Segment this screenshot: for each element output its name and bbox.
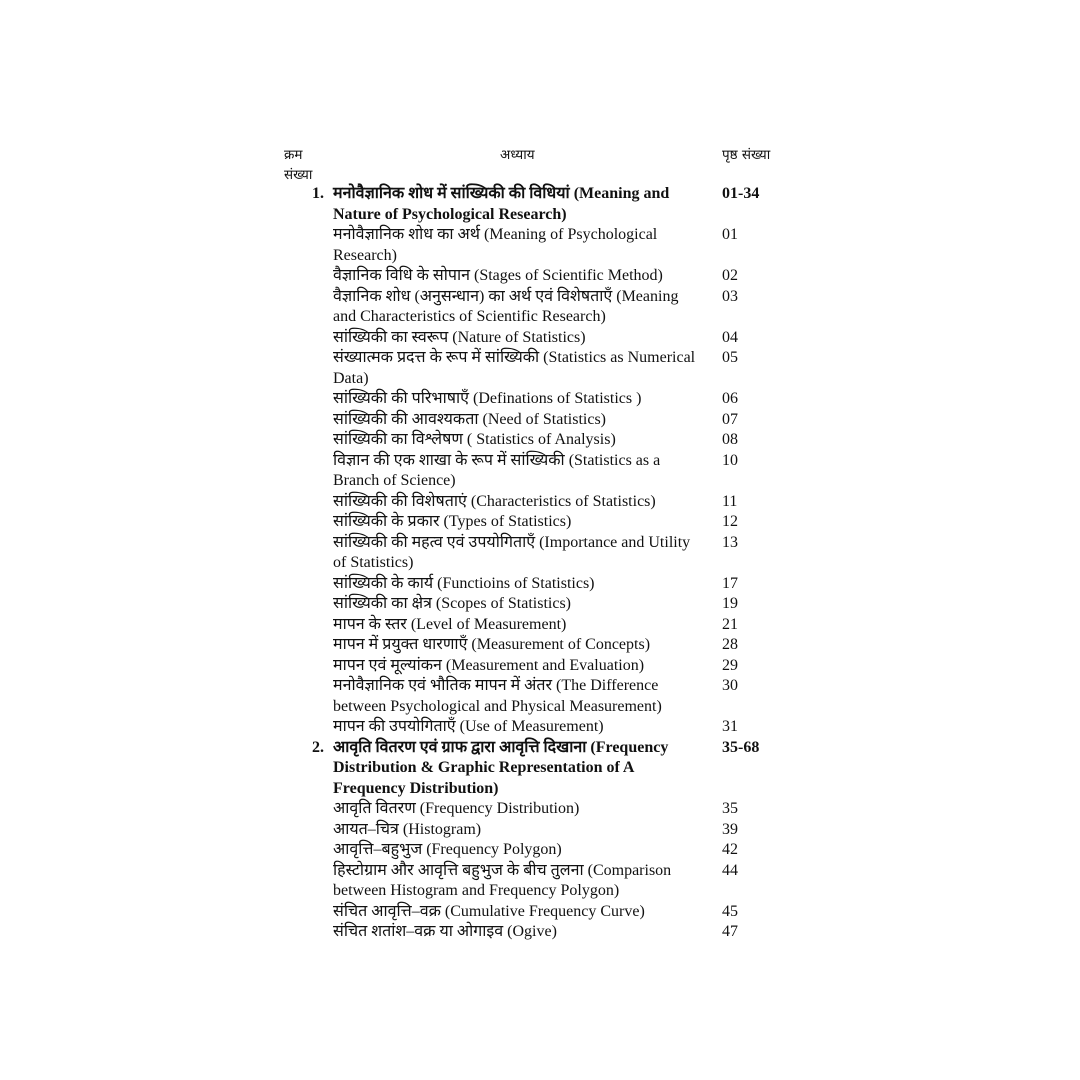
topic-title: सांख्यिकी की परिभाषाएँ (Definations of Statistics )	[333, 390, 642, 407]
toc-chapter-row	[0, 738, 1080, 800]
topic-title: मापन की उपयोगिताएँ (Use of Measurement)	[333, 718, 604, 735]
page-number: 47	[722, 923, 738, 940]
toc-item-row	[0, 410, 1080, 431]
page-number: 06	[722, 390, 738, 407]
toc-item-row	[0, 635, 1080, 656]
page-number: 05	[722, 349, 738, 366]
toc-item-row	[0, 533, 1080, 574]
page-number: 42	[722, 841, 738, 858]
topic-title: आवृत्ति–बहुभुज (Frequency Polygon)	[333, 841, 562, 858]
header-page-number: पृष्ठ संख्या	[722, 147, 771, 163]
topic-title: मापन के स्तर (Level of Measurement)	[333, 615, 567, 633]
page-number: 31	[722, 718, 738, 735]
toc-item-row	[0, 840, 1080, 861]
topic-title: मनोवैज्ञानिक शोध का अर्थ (Meaning of Psychological Research)	[333, 226, 658, 264]
page-number: 03	[722, 287, 738, 305]
page-number: 21	[722, 615, 738, 633]
toc-item-row	[0, 902, 1080, 923]
toc-item-row	[0, 328, 1080, 349]
chapter-title: मनोवैज्ञानिक शोध में सांख्यिकी की विधियां (Meaning and Nature of Psychological Research)	[333, 185, 670, 223]
toc-item-row	[0, 656, 1080, 677]
page-number: 39	[722, 820, 738, 838]
toc-item-row	[0, 574, 1080, 595]
toc-item-row	[0, 451, 1080, 492]
toc-item-row	[0, 287, 1080, 328]
toc-item-row	[0, 225, 1080, 266]
toc-item-row	[0, 820, 1080, 841]
toc-item-row	[0, 594, 1080, 615]
topic-title: सांख्यिकी की महत्व एवं उपयोगिताएँ (Importance and Utility of Statistics)	[333, 533, 691, 571]
page-number: 45	[722, 902, 738, 920]
toc-item-row	[0, 430, 1080, 451]
page-number: 28	[722, 636, 738, 653]
topic-title: संचित शतांश–वक्र या ओगाइव (Ogive)	[333, 923, 557, 940]
header-serial-number: क्रम संख्या	[284, 147, 313, 183]
page-number: 29	[722, 656, 738, 674]
page-number: 12	[722, 513, 738, 530]
topic-title: आयत–चित्र (Histogram)	[333, 820, 482, 838]
toc-item-row	[0, 512, 1080, 533]
page-number: 35-68	[722, 738, 760, 756]
topic-title: संख्यात्मक प्रदत्त के रूप में सांख्यिकी (Statistics as Numerical Data)	[333, 349, 696, 387]
page-number: 44	[722, 861, 738, 879]
chapter-number: 1.	[312, 185, 324, 202]
topic-title: विज्ञान की एक शाखा के रूप में सांख्यिकी (Statistics as a Branch of Science)	[333, 451, 661, 489]
chapter-title: आवृति वितरण एवं ग्राफ द्वारा आवृत्ति दिखाना (Frequency Distribution & Graphic Representation of A Frequency Distribution)	[333, 738, 669, 797]
topic-title: आवृति वितरण (Frequency Distribution)	[333, 800, 580, 817]
topic-title: सांख्यिकी की आवश्यकता (Need of Statistics)	[333, 410, 607, 428]
page-number: 13	[722, 533, 738, 551]
page-number: 19	[722, 595, 738, 612]
toc-item-row	[0, 799, 1080, 820]
toc-item-row	[0, 615, 1080, 636]
page-number: 04	[722, 328, 738, 346]
page-number: 02	[722, 267, 738, 284]
topic-title: सांख्यिकी की विशेषताएं (Characteristics of Statistics)	[333, 492, 656, 510]
toc-item-row	[0, 676, 1080, 717]
topic-title: सांख्यिकी के प्रकार (Types of Statistics)	[333, 513, 572, 530]
topic-title: वैज्ञानिक विधि के सोपान (Stages of Scientific Method)	[333, 267, 663, 284]
topic-title: मनोवैज्ञानिक एवं भौतिक मापन में अंतर (The Difference between Psychological and Physical Measurement)	[333, 677, 662, 715]
header-chapter: अध्याय	[500, 147, 535, 163]
toc-item-row	[0, 922, 1080, 943]
toc-item-row	[0, 492, 1080, 513]
topic-title: सांख्यिकी के कार्य (Functioins of Statistics)	[333, 574, 595, 592]
topic-title: संचित आवृत्ति–वक्र (Cumulative Frequency Curve)	[333, 902, 645, 920]
chapter-number: 2.	[312, 738, 324, 756]
toc-chapter-row	[0, 184, 1080, 225]
toc-item-row	[0, 389, 1080, 410]
toc-item-row	[0, 348, 1080, 389]
page-number: 08	[722, 431, 738, 448]
topic-title: मापन में प्रयुक्त धारणाएँ (Measurement of Concepts)	[333, 636, 651, 653]
page-number: 07	[722, 410, 738, 428]
page-number: 17	[722, 574, 738, 592]
topic-title: सांख्यिकी का स्वरूप (Nature of Statistics)	[333, 328, 586, 346]
toc-item-row	[0, 266, 1080, 287]
topic-title: सांख्यिकी का क्षेत्र (Scopes of Statistics)	[333, 595, 572, 612]
toc-item-row	[0, 717, 1080, 738]
toc-item-row	[0, 861, 1080, 902]
page-number: 01-34	[722, 185, 760, 202]
page-number: 30	[722, 677, 738, 694]
page-number: 01	[722, 226, 738, 243]
topic-title: मापन एवं मूल्यांकन (Measurement and Evaluation)	[333, 656, 645, 674]
page-number: 11	[722, 492, 738, 510]
page-number: 10	[722, 451, 738, 469]
page-number: 35	[722, 800, 738, 817]
topic-title: सांख्यिकी का विश्लेषण ( Statistics of Analysis)	[333, 431, 616, 448]
topic-title: वैज्ञानिक शोध (अनुसन्धान) का अर्थ एवं विशेषताएँ (Meaning and Characteristics of Scientific Research)	[333, 287, 679, 325]
topic-title: हिस्टोग्राम और आवृत्ति बहुभुज के बीच तुलना (Comparison between Histogram and Frequency Polygon)	[333, 861, 672, 899]
table-of-contents	[0, 184, 1080, 943]
